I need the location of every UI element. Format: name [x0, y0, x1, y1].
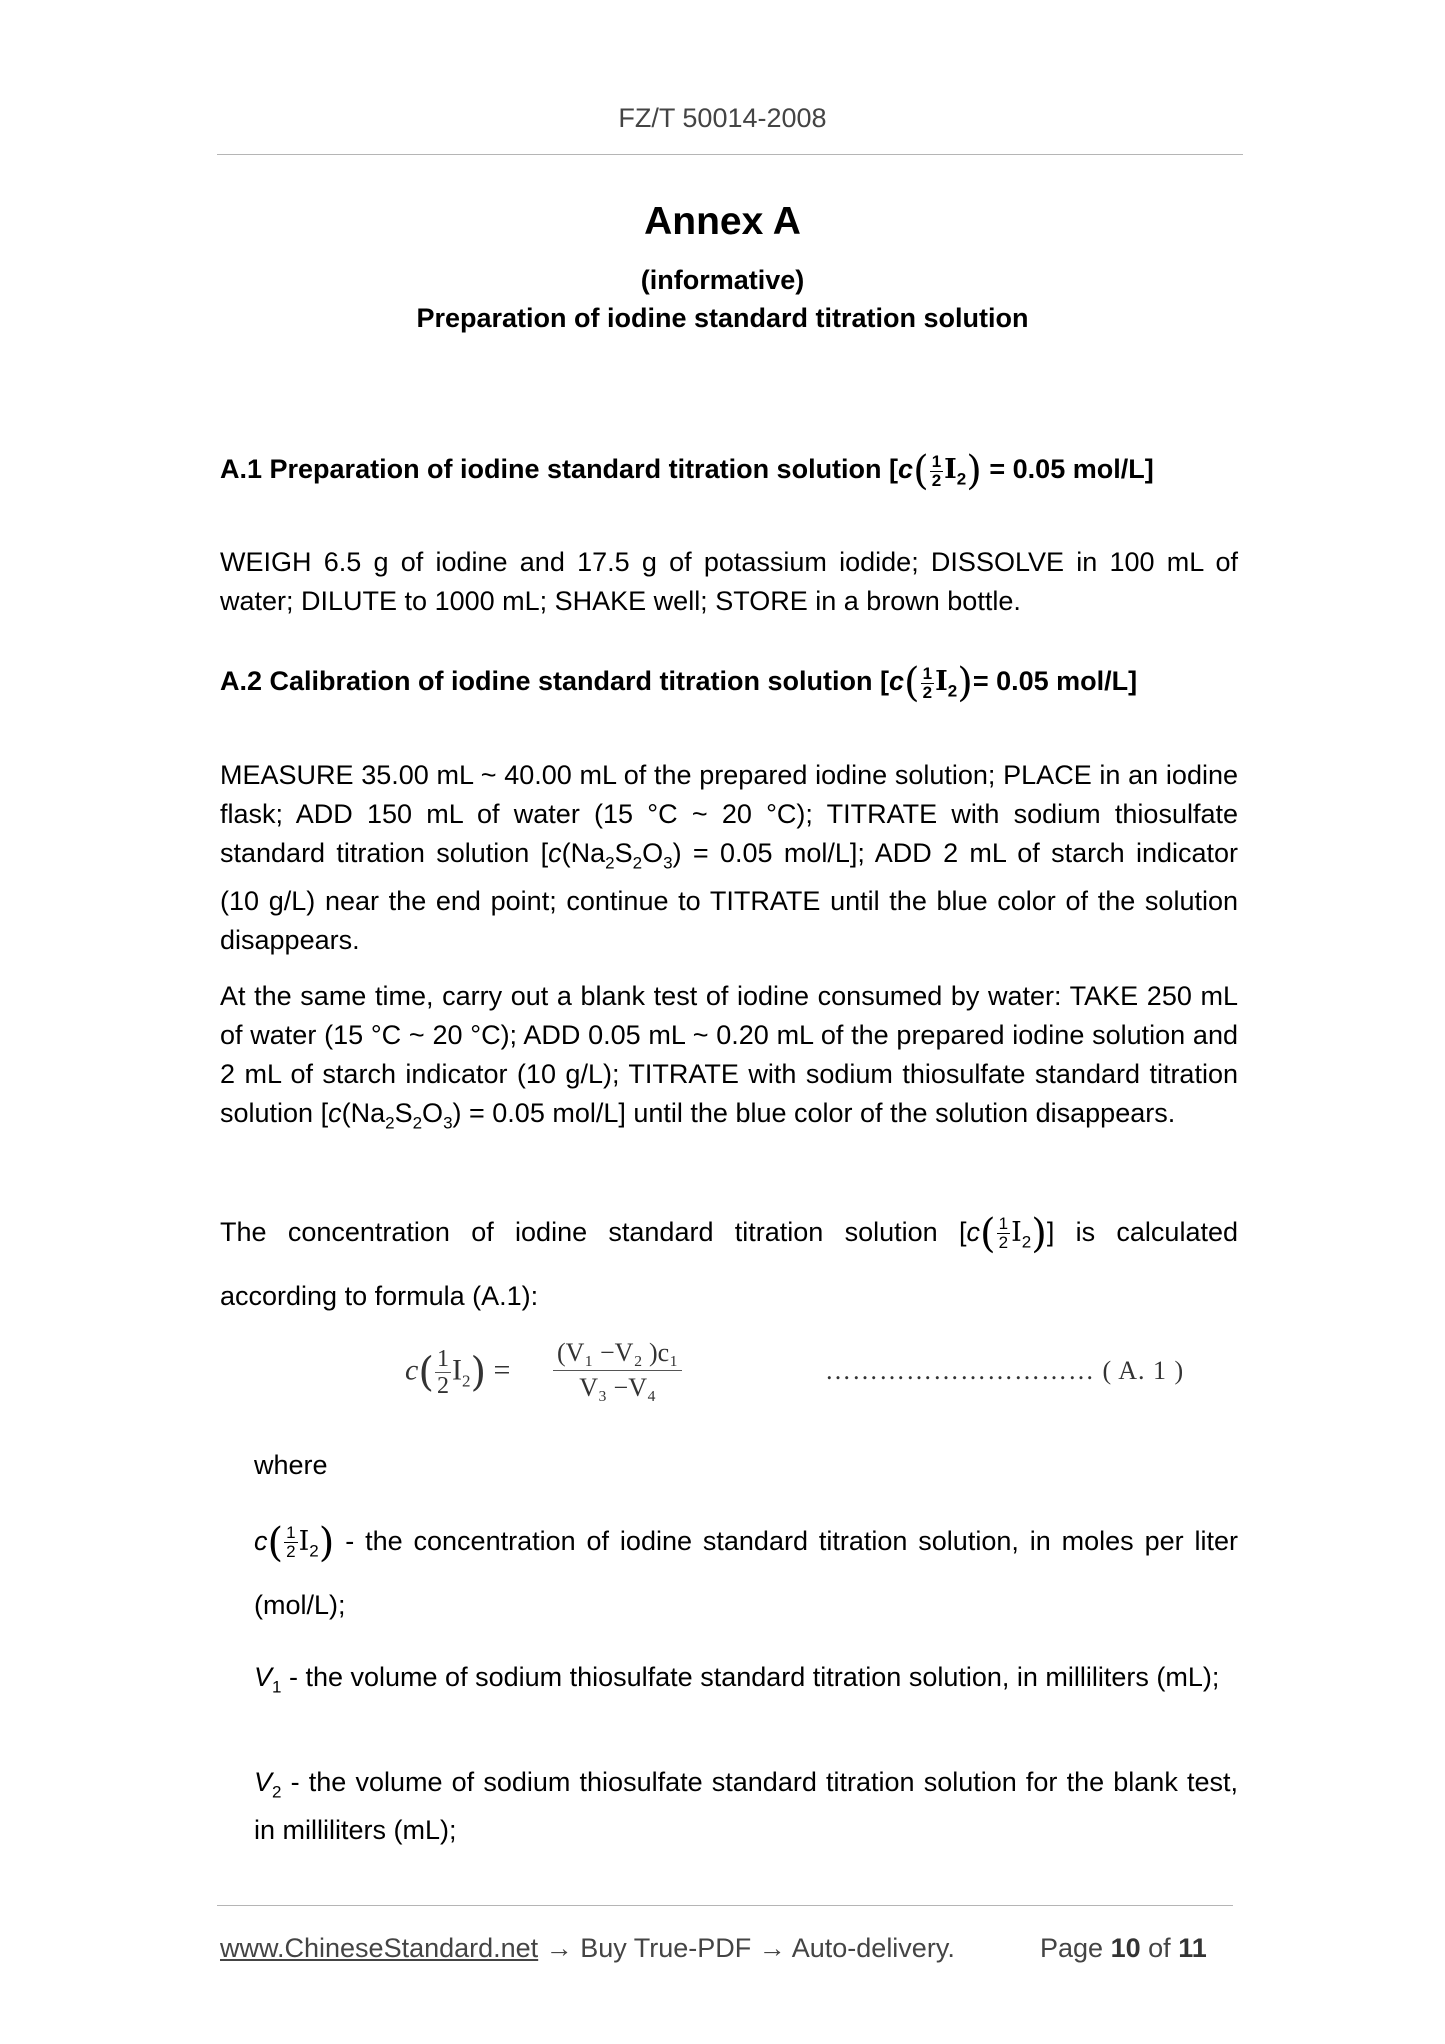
formula-numerator: (V₁ −V₂ )c₁ [553, 1338, 682, 1371]
formula-denominator: V₃ −V₄ [579, 1373, 657, 1402]
section-a2-paragraph-1: MEASURE 35.00 mL ~ 40.00 mL of the prepared iodine solution; PLACE in an iodine flask; ADD 150 mL of water (15 °C ~ 20 °C); TITRATE with sodium thiosulfate standard titration solution [$c(Na_2S_2O_3) = 0.05$ mol/L]; ADD 2 mL of starch indicator (10 g/L) near the end point; continue to TITRATE until the blue color of the solution disappears. [220, 760, 1238, 956]
annex-type: (informative) [640, 265, 805, 295]
footer-divider [217, 1905, 1233, 1906]
where-item-c: c( $\frac{1}{2}$ $I_2$) - the concentration of iodine standard titration solution, in moles per liter (mol/L); [254, 1519, 1238, 1621]
header-divider [217, 154, 1243, 155]
chinesestandard-link[interactable]: www.ChineseStandard.net [220, 1933, 539, 1963]
section-a2-paragraph-3: The concentration of iodine standard titration solution [c( $\frac{1}{2}$ $I_2$)] is calculated according to formula (A.1): [220, 1210, 1238, 1312]
where-item-v2: $V_2$ - the volume of sodium thiosulfate standard titration solution for the blank test, in milliliters (mL); [254, 1767, 1238, 1846]
section-a2-paragraph-2: At the same time, carry out a blank test of iodine consumed by water: TAKE 250 mL of water (15 °C ~ 20 °C); ADD 0.05 mL ~ 0.20 mL of the prepared iodine solution and 2 mL of starch indicator (10 g/L); TITRATE with sodium thiosulfate standard titration solution [$c(Na_2S_2O_3) = 0.05$ mol/L] until the blue color of the solution disappears. [220, 981, 1238, 1133]
formula-a1 [405, 1338, 1245, 1418]
section-a1-body: WEIGH 6.5 g of iodine and 17.5 g of potassium iodide; DISSOLVE in 100 mL of water; DILUTE to 1000 mL; SHAKE well; STORE in a brown bottle. [220, 547, 1238, 616]
formula-lhs: c( $\frac{1}{2}$ $I_2$) = [405, 1346, 511, 1399]
page-indicator: Page 10 of 11 [1040, 1933, 1207, 1963]
section-a2-heading: A.2 Calibration of iodine standard titration solution [c( $\frac{1}{2}$ $I_2)= 0.05$ mol/L] [220, 660, 1138, 706]
annex-title: Annex A [644, 200, 801, 243]
section-a1-heading: A.1 Preparation of iodine standard titration solution [c( $\frac{1}{2}$ $I_2) = 0.05$ mol/L] [220, 448, 1154, 494]
where-label: where [254, 1450, 328, 1480]
footer-promo: www.ChineseStandard.net → Buy True-PDF → Auto-delivery. [220, 1933, 955, 1963]
formula-label: ………………………… ( A. 1 ) [825, 1356, 1185, 1385]
where-item-v1: $V_1$ - the volume of sodium thiosulfate standard titration solution, in milliliters (mL); [254, 1662, 1220, 1697]
formula-fraction [553, 1338, 682, 1403]
document-code: FZ/T 50014-2008 [618, 103, 827, 133]
annex-subtitle: Preparation of iodine standard titration solution [416, 303, 1029, 333]
